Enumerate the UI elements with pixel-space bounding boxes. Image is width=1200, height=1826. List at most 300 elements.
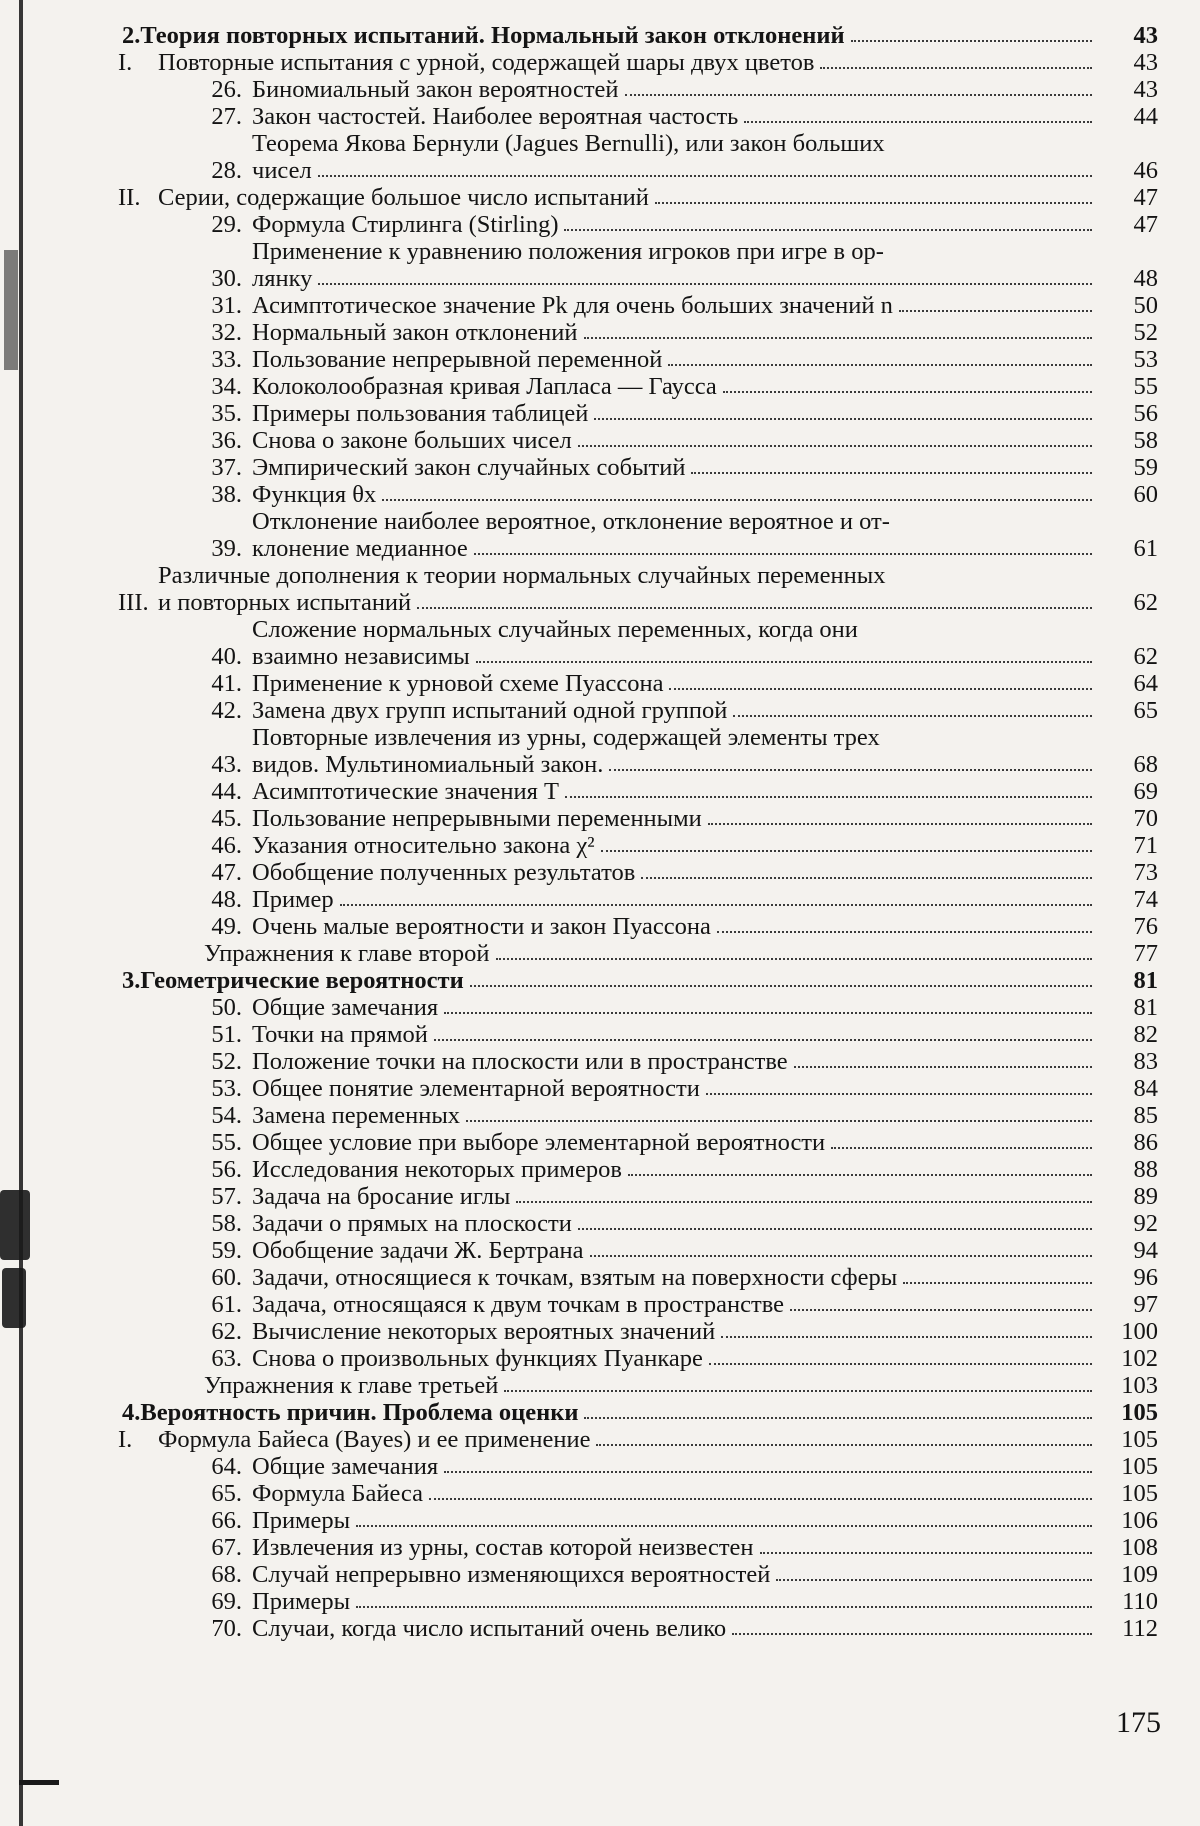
toc-entry-title-continuation: чисел [252, 157, 312, 184]
dot-leader [706, 1092, 1092, 1095]
dot-leader [504, 1389, 1092, 1392]
toc-entry [118, 346, 1158, 373]
dot-leader [691, 471, 1092, 474]
toc-entry-label [252, 1480, 1100, 1507]
dot-leader [794, 1065, 1092, 1068]
toc-entry-label [252, 697, 1100, 724]
toc-entry [118, 103, 1158, 130]
dot-leader [565, 795, 1092, 798]
toc-entry-title: Повторные испытания с урной, содержащей шары двух цветов [158, 49, 815, 76]
toc-entry-number: 64. [211, 1453, 242, 1480]
toc-entry-label [252, 292, 1100, 319]
dot-leader [723, 390, 1092, 393]
toc-entry-number: 46. [211, 832, 242, 859]
toc-entry-title: Снова о законе больших чисел [252, 427, 572, 454]
toc-entry-number: II. [118, 184, 141, 211]
toc-entry-label [252, 1291, 1100, 1318]
toc-entry-label [158, 184, 1100, 211]
toc-entry-number: III. [118, 589, 149, 616]
toc-entry-title: Примеры пользования таблицей [252, 400, 589, 427]
toc-entry-number: 3. [122, 967, 141, 994]
toc-entry-title: Эмпирический закон случайных событий [252, 454, 686, 481]
toc-entry-number: 2. [122, 22, 141, 49]
toc-entry-number: 52. [211, 1048, 242, 1075]
toc-entry-label [252, 994, 1100, 1021]
toc-entry-number: 43. [211, 751, 242, 778]
dot-leader [790, 1308, 1092, 1311]
toc-entry-continuation-line [252, 535, 1100, 562]
toc-entry-number: 48. [211, 886, 242, 913]
scan-blot [4, 250, 18, 370]
toc-entry-page: 61 [1133, 535, 1158, 562]
toc-entry [118, 454, 1158, 481]
dot-leader [820, 66, 1092, 69]
toc-entry-label [158, 1426, 1100, 1453]
toc-entry-label [252, 1507, 1100, 1534]
toc-entry [118, 1588, 1158, 1615]
toc-entry-page: 68 [1133, 751, 1158, 778]
dot-leader [596, 1443, 1092, 1446]
toc-entry-title: Общее понятие элементарной вероятности [252, 1075, 700, 1102]
toc-entry-title: Обобщение задачи Ж. Бертрана [252, 1237, 584, 1264]
dot-leader [578, 444, 1092, 447]
toc-entry-continuation-line [158, 589, 1100, 616]
toc-entry-number: 29. [211, 211, 242, 238]
toc-entry-title: Нормальный закон отклонений [252, 319, 578, 346]
toc-entry-label [252, 211, 1100, 238]
toc-entry-number: 49. [211, 913, 242, 940]
toc-entry-label [252, 1156, 1100, 1183]
toc-entry-page: 92 [1133, 1210, 1158, 1237]
toc-entry-number: 51. [211, 1021, 242, 1048]
toc-entry-number: 4. [122, 1399, 141, 1426]
toc-entry-title: Случай непрерывно изменяющихся вероятностей [252, 1561, 771, 1588]
toc-entry-label [252, 76, 1100, 103]
toc-entry-label [252, 508, 1100, 562]
dot-leader [434, 1038, 1092, 1041]
toc-entry-number: 32. [211, 319, 242, 346]
toc-entry-label [252, 1615, 1100, 1642]
toc-entry-page: 86 [1133, 1129, 1158, 1156]
toc-entry-title: Пример [252, 886, 334, 913]
toc-entry-title: Функция θx [252, 481, 377, 508]
toc-entry-page: 76 [1133, 913, 1158, 940]
toc-entry-page: 43 [1133, 76, 1158, 103]
toc-entry [118, 1615, 1158, 1642]
toc-entry [118, 49, 1158, 76]
dot-leader [744, 120, 1092, 123]
toc-entry [118, 1372, 1158, 1399]
toc-entry [118, 562, 1158, 616]
toc-entry-label [252, 1129, 1100, 1156]
toc-entry [118, 1102, 1158, 1129]
toc-entry-page: 81 [1133, 994, 1158, 1021]
toc-entry-title: Сложение нормальных случайных переменных, когда они [252, 616, 858, 643]
toc-entry-label [140, 22, 1100, 49]
toc-entry-title: Отклонение наиболее вероятное, отклонение вероятное и от- [252, 508, 890, 535]
dot-leader [356, 1605, 1092, 1608]
toc-entry-page: 43 [1133, 49, 1158, 76]
toc-entry-page: 59 [1133, 454, 1158, 481]
toc-entry-label [252, 373, 1100, 400]
toc-entry-page: 43 [1133, 22, 1158, 49]
dot-leader [668, 363, 1092, 366]
toc-entry-label [252, 1183, 1100, 1210]
toc-entry-number: 67. [211, 1534, 242, 1561]
toc-entry-page: 53 [1133, 346, 1158, 373]
toc-entry-page: 52 [1133, 319, 1158, 346]
dot-leader [474, 552, 1092, 555]
toc-entry-label [252, 238, 1100, 292]
toc-entry-label [252, 616, 1100, 670]
toc-entry-number: 45. [211, 805, 242, 832]
toc-entry-label [252, 103, 1100, 130]
toc-entry-title-continuation: видов. Мультиномиальный закон. [252, 751, 604, 778]
toc-entry-label [252, 400, 1100, 427]
toc-entry-page: 109 [1121, 1561, 1158, 1588]
toc-entry-continuation-line [252, 751, 1100, 778]
toc-entry-number: 28. [211, 157, 242, 184]
toc-entry-label [252, 319, 1100, 346]
toc-entry-number: 35. [211, 400, 242, 427]
dot-leader [466, 1119, 1092, 1122]
toc-entry-title-continuation: лянку [252, 265, 313, 292]
toc-entry-page: 46 [1133, 157, 1158, 184]
toc-entry-title: Упражнения к главе третьей [204, 1372, 499, 1399]
toc-entry-title: Применение к урновой схеме Пуассона [252, 670, 664, 697]
toc-entry-page: 69 [1133, 778, 1158, 805]
dot-leader [356, 1524, 1092, 1527]
toc-entry-number: 53. [211, 1075, 242, 1102]
toc-entry-label [252, 1102, 1100, 1129]
toc-entry [118, 292, 1158, 319]
dot-leader [496, 957, 1092, 960]
toc-entry-label [252, 454, 1100, 481]
toc-entry-number: 60. [211, 1264, 242, 1291]
toc-entry-title: Серии, содержащие большое число испытаний [158, 184, 649, 211]
toc-entry-label [252, 1021, 1100, 1048]
toc-entry-label [252, 427, 1100, 454]
toc-entry-page: 85 [1133, 1102, 1158, 1129]
toc-entry-label [252, 1534, 1100, 1561]
toc-entry-page: 77 [1133, 940, 1158, 967]
toc-entry-page: 103 [1121, 1372, 1158, 1399]
dot-leader [628, 1173, 1092, 1176]
toc-entry-label [158, 562, 1100, 616]
toc-entry-label [252, 1345, 1100, 1372]
toc-entry [118, 1075, 1158, 1102]
toc-entry-number: 34. [211, 373, 242, 400]
toc-entry-continuation-line [252, 265, 1100, 292]
toc-entry-page: 97 [1133, 1291, 1158, 1318]
toc-entry [118, 1237, 1158, 1264]
toc-entry-title: Общее условие при выборе элементарной вероятности [252, 1129, 826, 1156]
dot-leader [625, 93, 1092, 96]
toc-entry-label [252, 913, 1100, 940]
toc-entry-label [252, 805, 1100, 832]
toc-entry-label [140, 1399, 1100, 1426]
toc-entry [118, 1561, 1158, 1588]
toc-entry-title: Применение к уравнению положения игроков при игре в ор- [252, 238, 884, 265]
toc-entry-title: Пользование непрерывными переменными [252, 805, 702, 832]
toc-entry [118, 22, 1158, 49]
toc-entry-title: Теорема Якова Бернули (Jagues Bernulli), или закон больших [252, 130, 885, 157]
toc-entry-page: 84 [1133, 1075, 1158, 1102]
toc-entry-number: 38. [211, 481, 242, 508]
toc-entry-label [252, 859, 1100, 886]
toc-entry-label [204, 1372, 1100, 1399]
toc-entry [118, 1507, 1158, 1534]
toc-entry [118, 184, 1158, 211]
toc-entry-title: Вероятность причин. Проблема оценки [140, 1399, 579, 1426]
dot-leader [721, 1335, 1092, 1338]
toc-entry-number: 31. [211, 292, 242, 319]
toc-entry [118, 832, 1158, 859]
toc-entry-title: Формула Байеса [252, 1480, 423, 1507]
toc-entry-title: Теория повторных испытаний. Нормальный закон отклонений [140, 22, 845, 49]
toc-entry-page: 105 [1121, 1426, 1158, 1453]
table-of-contents [118, 22, 1158, 1642]
toc-entry-title-continuation: взаимно независимы [252, 643, 470, 670]
toc-entry-title: Повторные извлечения из урны, содержащей элементы трех [252, 724, 880, 751]
dot-leader [564, 228, 1092, 231]
scan-blot [2, 1268, 26, 1328]
toc-entry-number: 40. [211, 643, 242, 670]
toc-entry-title: Задача, относящаяся к двум точкам в пространстве [252, 1291, 785, 1318]
toc-entry [118, 319, 1158, 346]
toc-entry-number: 41. [211, 670, 242, 697]
dot-leader [601, 849, 1092, 852]
toc-entry-title: Различные дополнения к теории нормальных случайных переменных [158, 562, 886, 589]
toc-entry-page: 100 [1121, 1318, 1158, 1345]
toc-entry-number: 36. [211, 427, 242, 454]
toc-entry-number: 37. [211, 454, 242, 481]
page-number: 175 [1116, 1706, 1161, 1739]
toc-entry-title: Геометрические вероятности [140, 967, 464, 994]
toc-entry-page: 58 [1133, 427, 1158, 454]
toc-entry-label [252, 1075, 1100, 1102]
toc-entry-title: Задача на бросание иглы [252, 1183, 511, 1210]
toc-entry-number: 33. [211, 346, 242, 373]
dot-leader [760, 1551, 1092, 1554]
dot-leader [444, 1470, 1092, 1473]
toc-entry-page: 89 [1133, 1183, 1158, 1210]
toc-entry-title: Точки на прямой [252, 1021, 428, 1048]
toc-entry-page: 73 [1133, 859, 1158, 886]
toc-entry-label [252, 130, 1100, 184]
toc-entry-title: Положение точки на плоскости или в пространстве [252, 1048, 788, 1075]
toc-entry-title: Примеры [252, 1507, 351, 1534]
margin-edge-line [19, 0, 23, 1826]
toc-entry-number: 39. [211, 535, 242, 562]
toc-entry-title: Примеры [252, 1588, 351, 1615]
toc-entry [118, 670, 1158, 697]
toc-entry-label [252, 1588, 1100, 1615]
toc-entry [118, 1264, 1158, 1291]
toc-entry-title: Задачи, относящиеся к точкам, взятым на поверхности сферы [252, 1264, 898, 1291]
toc-entry [118, 211, 1158, 238]
toc-entry [118, 940, 1158, 967]
toc-entry-page: 96 [1133, 1264, 1158, 1291]
toc-entry-page: 110 [1122, 1588, 1158, 1615]
dot-leader [590, 1254, 1093, 1257]
toc-entry-title: Формула Байеса (Bayes) и ее применение [158, 1426, 591, 1453]
toc-entry [118, 724, 1158, 778]
dot-leader [444, 1011, 1092, 1014]
toc-entry-title: Извлечения из урны, состав которой неизвестен [252, 1534, 754, 1561]
toc-entry-label [252, 1237, 1100, 1264]
toc-entry-page: 94 [1133, 1237, 1158, 1264]
toc-entry-number: 50. [211, 994, 242, 1021]
toc-entry-title: Задачи о прямых на плоскости [252, 1210, 572, 1237]
toc-entry-title: Указания относительно закона χ² [252, 832, 595, 859]
toc-entry-label [252, 1561, 1100, 1588]
dot-leader [340, 903, 1092, 906]
toc-entry [118, 1426, 1158, 1453]
toc-entry [118, 616, 1158, 670]
dot-leader [609, 768, 1092, 771]
dot-leader [417, 606, 1092, 609]
toc-entry-page: 47 [1133, 184, 1158, 211]
toc-entry-title: Обобщение полученных результатов [252, 859, 636, 886]
toc-entry [118, 805, 1158, 832]
dot-leader [831, 1146, 1092, 1149]
toc-entry-number: 69. [211, 1588, 242, 1615]
dot-leader [476, 660, 1092, 663]
toc-entry-page: 88 [1133, 1156, 1158, 1183]
toc-entry [118, 697, 1158, 724]
scan-blot [0, 1190, 30, 1260]
toc-entry [118, 400, 1158, 427]
toc-entry [118, 886, 1158, 913]
dot-leader [641, 876, 1092, 879]
dot-leader [903, 1281, 1092, 1284]
toc-entry-page: 83 [1133, 1048, 1158, 1075]
dot-leader [318, 174, 1092, 177]
toc-entry-title: Пользование непрерывной переменной [252, 346, 663, 373]
toc-entry-title: Асимптотические значения T [252, 778, 559, 805]
toc-entry-page: 105 [1121, 1453, 1158, 1480]
toc-entry-label [252, 832, 1100, 859]
toc-entry-page: 106 [1121, 1507, 1158, 1534]
toc-entry-title-continuation: клонение медианное [252, 535, 468, 562]
toc-entry-page: 108 [1121, 1534, 1158, 1561]
dot-leader [776, 1578, 1092, 1581]
toc-entry-number: 57. [211, 1183, 242, 1210]
dot-leader [516, 1200, 1092, 1203]
dot-leader [655, 201, 1092, 204]
toc-entry-number: 54. [211, 1102, 242, 1129]
toc-entry-page: 105 [1121, 1399, 1158, 1426]
toc-entry [118, 1534, 1158, 1561]
toc-entry-number: 66. [211, 1507, 242, 1534]
toc-entry-number: 61. [211, 1291, 242, 1318]
toc-entry [118, 859, 1158, 886]
dot-leader [709, 1362, 1092, 1365]
toc-entry-number: 56. [211, 1156, 242, 1183]
toc-entry-label [252, 481, 1100, 508]
toc-entry [118, 1021, 1158, 1048]
dot-leader [382, 498, 1092, 501]
toc-entry-title: Снова о произвольных функциях Пуанкаре [252, 1345, 703, 1372]
toc-entry-title: Общие замечания [252, 1453, 439, 1480]
toc-entry-page: 81 [1133, 967, 1158, 994]
toc-entry-page: 71 [1133, 832, 1158, 859]
toc-entry [118, 481, 1158, 508]
toc-entry [118, 373, 1158, 400]
toc-entry-page: 105 [1121, 1480, 1158, 1507]
dot-leader [899, 309, 1092, 312]
toc-entry-label [158, 49, 1100, 76]
toc-entry [118, 1318, 1158, 1345]
toc-entry-title: Общие замечания [252, 994, 439, 1021]
toc-entry-title: Очень малые вероятности и закон Пуассона [252, 913, 711, 940]
toc-entry-title: Замена переменных [252, 1102, 461, 1129]
toc-entry-number: 58. [211, 1210, 242, 1237]
toc-entry-title: Колоколообразная кривая Лапласа — Гаусса [252, 373, 717, 400]
toc-entry [118, 967, 1158, 994]
toc-entry-page: 62 [1133, 589, 1158, 616]
toc-entry-title: Случаи, когда число испытаний очень велико [252, 1615, 727, 1642]
toc-entry [118, 1048, 1158, 1075]
toc-entry-number: 63. [211, 1345, 242, 1372]
dot-leader [584, 336, 1093, 339]
toc-entry-page: 70 [1133, 805, 1158, 832]
toc-entry [118, 1345, 1158, 1372]
toc-entry-number: 68. [211, 1561, 242, 1588]
dot-leader [717, 930, 1092, 933]
toc-entry-number: 44. [211, 778, 242, 805]
dot-leader [470, 984, 1092, 987]
toc-entry [118, 1480, 1158, 1507]
toc-entry-page: 102 [1121, 1345, 1158, 1372]
toc-entry [118, 1210, 1158, 1237]
toc-entry-label [252, 1048, 1100, 1075]
toc-entry-page: 56 [1133, 400, 1158, 427]
toc-entry-number: 27. [211, 103, 242, 130]
scan-blot [19, 1780, 59, 1785]
toc-entry-title: Вычисление некоторых вероятных значений [252, 1318, 716, 1345]
toc-entry-label [252, 778, 1100, 805]
toc-entry [118, 778, 1158, 805]
toc-entry-number: I. [118, 1426, 133, 1453]
dot-leader [318, 282, 1092, 285]
toc-entry [118, 1129, 1158, 1156]
toc-entry-label [140, 967, 1100, 994]
toc-entry-title: Биномиальный закон вероятностей [252, 76, 619, 103]
toc-entry [118, 238, 1158, 292]
toc-entry-number: 42. [211, 697, 242, 724]
dot-leader [733, 714, 1092, 717]
toc-entry [118, 1183, 1158, 1210]
toc-entry-number: 26. [211, 76, 242, 103]
toc-entry [118, 1453, 1158, 1480]
toc-entry-page: 64 [1133, 670, 1158, 697]
toc-entry-title: Асимптотическое значение Pk для очень больших значений n [252, 292, 893, 319]
dot-leader [429, 1497, 1092, 1500]
toc-entry-page: 112 [1122, 1615, 1158, 1642]
toc-entry-page: 60 [1133, 481, 1158, 508]
toc-entry-label [252, 1453, 1100, 1480]
toc-entry [118, 1291, 1158, 1318]
toc-entry [118, 1399, 1158, 1426]
toc-entry-title: Замена двух групп испытаний одной группой [252, 697, 728, 724]
toc-entry [118, 76, 1158, 103]
dot-leader [851, 39, 1092, 42]
dot-leader [669, 687, 1092, 690]
toc-entry [118, 508, 1158, 562]
toc-entry-number: 30. [211, 265, 242, 292]
